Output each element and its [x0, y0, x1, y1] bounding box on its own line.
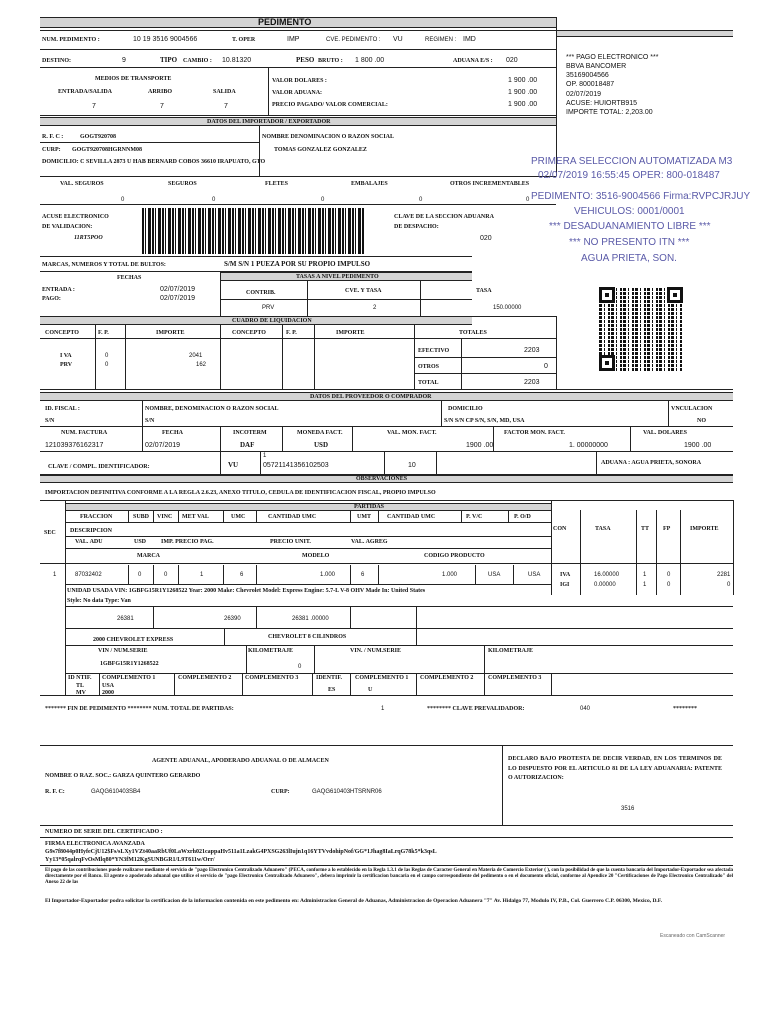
partidas-h-marca: MARCA — [137, 553, 160, 559]
partidas-title: PARTIDAS — [354, 504, 385, 510]
liq-col-totales: TOTALES — [459, 330, 487, 336]
prov-clave-n: 1 — [263, 453, 267, 459]
firma-line-1: G9s7f8044p0HyfeCjU12$Fs/sLXy1VZt40aaRbUf0LaWxrh021cappaHv511a1LzakG4PXSG263lIujn1q16YTVvdohipNof/GG*1Jhag8IaLrqG78k5*k3qsL — [45, 849, 437, 855]
prov-clave-label: CLAVE / COMPL. IDENTIFICADOR: — [48, 464, 150, 470]
proveedor-domicilio-label: DOMICILIO — [448, 406, 483, 412]
partidas-h-vinc: VINC — [157, 514, 173, 520]
destino-value: 9 — [122, 57, 126, 64]
incr-label-otros: OTROS INCREMENTABLES — [450, 181, 530, 187]
page-title: PEDIMENTO — [258, 17, 312, 27]
partida-vin-label: VIN / NUM.SERIE — [98, 648, 148, 654]
partidas-h-fp: FP — [663, 526, 671, 532]
prov-clave-vu: VU — [228, 461, 239, 469]
liq-col-fp-1: F. P. — [98, 330, 109, 336]
tasas-cve-value: 2 — [373, 305, 377, 311]
acuse-label-1: ACUSE ELECTRONICO — [42, 214, 109, 220]
incr-label-seguros: SEGUROS — [168, 181, 197, 187]
partidas-h-tasa: TASA — [595, 526, 611, 532]
partida-identif-val: ES — [328, 687, 336, 693]
partida-cant: 1.000 — [320, 572, 336, 578]
partida-compl1-val-1: USA — [102, 683, 115, 689]
partidas-h-tt: TT — [641, 526, 650, 532]
liq-row-1-importe: 2041 — [189, 353, 203, 359]
incr-label-embalajes: EMBALAJES — [351, 181, 388, 187]
partidas-h-descripcion: DESCRIPCION — [70, 528, 113, 534]
partida-subd: 0 — [138, 572, 142, 578]
partidas-h-met-val: MET VAL — [182, 514, 209, 520]
pago-ref: 35169004566 — [566, 72, 609, 79]
incr-value-2: 0 — [212, 197, 216, 203]
tax-2-tt: 1 — [643, 582, 647, 588]
partida-compl3b-label: COMPLEMENTO 3 — [488, 675, 542, 681]
fin-pedimento-text: ******* FIN DE PEDIMENTO ******** NUM. TOTAL DE PARTIDAS: — [45, 706, 234, 712]
tipo-oper-label: T. OPER — [232, 37, 256, 43]
agente-title: AGENTE ADUANAL, APODERADO ADUANAL O DE ALMACEN — [152, 758, 329, 764]
firma-legal-2: El Importador-Exportador podra solicitar la certificacion de la informacion contenida en este pedimento en: Administracion General de Aduanas, Administracion de Operacion Aduanera "7" Av. Hidalgo 77, Modulo IV, P.B., Col. Guerrero C.P. 06300, Mexico, D.F. — [45, 898, 663, 904]
scanner-watermark: Escaneado con CamScanner — [660, 933, 726, 939]
fin-stars: ******** — [673, 706, 697, 712]
partidas-sec-label: SEC — [44, 530, 56, 536]
liq-efectivo-label: EFECTIVO — [418, 348, 450, 354]
pago-fecha: 02/07/2019 — [566, 91, 602, 98]
partidas-h-con: CON — [553, 526, 567, 532]
fechas-title: FECHAS — [117, 275, 142, 281]
agente-serie-label: NUMERO DE SERIE DEL CERTIFICADO : — [45, 829, 163, 835]
aduana-es-label: ADUANA E/S : — [453, 58, 493, 64]
transporte-col-entrada: ENTRADA/SALIDA — [58, 89, 113, 95]
importador-nombre-value: TOMAS GONZALEZ GONZALEZ — [274, 147, 367, 153]
destino-label: DESTINO: — [42, 58, 72, 64]
prov-fecha-value: 02/07/2019 — [145, 442, 181, 449]
transporte-arribo-value: 7 — [160, 103, 164, 110]
prov-col-factor: FACTOR MON. FACT. — [504, 430, 565, 436]
partida-compl2-label: COMPLEMENTO 2 — [178, 675, 232, 681]
fin-clave-prevalidador-value: 040 — [580, 706, 591, 712]
partidas-h-val-adu: VAL. ADU — [75, 539, 103, 545]
cve-pedimento-value: VU — [393, 36, 403, 43]
fecha-entrada-label: ENTRADA : — [42, 287, 75, 293]
agente-nombre: NOMBRE O RAZ. SOC.: GARZA QUINTERO GERARDO — [45, 773, 201, 779]
partida-met: 1 — [200, 572, 204, 578]
clave-seccion-label-2: DE DESPACHO: — [394, 224, 439, 230]
partidas-h-val-agreg: VAL. AGREG — [351, 539, 388, 545]
tasas-col-contrib: CONTRIB. — [246, 290, 276, 296]
regimen-label: REGIMEN : — [425, 37, 457, 43]
tasas-contrib-value: PRV — [262, 305, 275, 311]
liq-col-fp-2: F. P. — [286, 330, 297, 336]
agente-curp-value: GAQG610403HTSRNR06 — [312, 789, 382, 795]
partidas-h-codigo: CODIGO PRODUCTO — [424, 553, 485, 559]
partidas-h-subd: SUBD — [133, 514, 150, 520]
liq-row-1-fp: 0 — [105, 353, 109, 359]
partida-vin2-label: VIN. / NUM.SERIE — [350, 648, 402, 654]
tipo-oper-value: IMP — [287, 36, 300, 43]
partida-precio-unit: 26381 .00000 — [292, 616, 329, 622]
tax-2-con: IGI — [560, 582, 570, 588]
liq-otros-label: OTROS — [418, 364, 440, 370]
prov-incoterm-value: DAF — [240, 441, 255, 449]
liquidacion-title: CUADRO DE LIQUIDACION — [232, 318, 312, 324]
firma-legal-1: El pago de las contribuciones puede realizarse mediante el servicio de "pago Electronico Centralizado Aduanero" (PECA, conforme a lo establecido en la Regla 1.3.1 de las Reglas de Caracter General en Materia de Comercio Exterior ( ), con la posibilidad de que la cuenta bancaria del Importador-Exportador sea afectada directamente por el Banco. El agente o apoderado aduanal que utilice el servicio de "pago Electronico Centralizado Aduanero", debera imprimir la certificacion bancaria en el campo correspondiente del pedimento o en el documento oficial, conforme al Apendice 20 "Certificaciones de Pago Electronico Centralizado" del Anexo 22 de las — [45, 868, 733, 885]
partidas-h-fraccion: FRACCION — [80, 514, 113, 520]
tasas-col-cve: CVE. Y TASA — [345, 288, 382, 294]
right-band — [556, 30, 733, 37]
partidas-h-importe: IMPORTE — [690, 526, 719, 532]
liq-otros-value: 0 — [544, 363, 548, 370]
liq-row-1-concepto: I VA — [60, 353, 72, 359]
seleccion-line-2: 02/07/2019 16:55:45 OPER: 800-018487 — [538, 170, 720, 181]
proveedor-domicilio-value: S/N S/N CP S/N, S/N, MD, USA — [444, 418, 525, 424]
transporte-salida-value: 7 — [224, 103, 228, 110]
partida-vin-value: 1GBFG15R1Y1268522 — [100, 661, 159, 667]
agente-curp-label: CURP: — [271, 789, 290, 795]
agente-patente: 3516 — [621, 806, 635, 812]
clave-seccion-label-1: CLAVE DE LA SECCION ADUANRA — [394, 214, 494, 220]
importador-rfc-value: GOGT920708 — [80, 134, 117, 140]
cve-pedimento-label: CVE. PEDIMENTO : — [326, 37, 381, 43]
pago-importe: IMPORTE TOTAL: 2,203.00 — [566, 109, 653, 116]
aduana-es-value: 020 — [506, 57, 518, 64]
num-pedimento-value: 10 19 3516 9004566 — [133, 36, 198, 43]
agente-rfc-value: GAQG610403SB4 — [91, 789, 141, 795]
incr-value-4: 0 — [419, 197, 423, 203]
partida-compl1b-val: U — [368, 687, 373, 693]
partida-pvc: USA — [488, 572, 501, 578]
tipo-cambio-label: TIPO — [160, 56, 178, 64]
marcas-label: MARCAS, NUMEROS Y TOTAL DE BULTOS: — [42, 262, 166, 268]
proveedor-vinculacion-label: VNCULACION — [671, 406, 713, 412]
partida-umt: 6 — [361, 572, 365, 578]
pago-bank: BBVA BANCOMER — [566, 63, 627, 70]
partida-style: Style: No data Type: Van — [67, 598, 131, 604]
liq-col-concepto-1: CONCEPTO — [45, 330, 79, 336]
partidas-band — [65, 503, 551, 511]
tax-1-tasa: 16.00000 — [594, 572, 620, 578]
valor-dolares-value: 1 900 .00 — [508, 77, 538, 84]
partida-id-ntif-val-1: TL — [76, 683, 85, 689]
fin-total-partidas: 1 — [381, 706, 385, 712]
acuse-label-2: DE VALIDACION: — [42, 224, 93, 230]
partida-umc: 6 — [240, 572, 244, 578]
importador-curp-value: GOGT920708HGRNNM08 — [72, 147, 142, 153]
transporte-entrada-value: 7 — [92, 103, 96, 110]
liq-total-label: TOTAL — [418, 380, 439, 386]
clave-seccion-value: 020 — [480, 235, 492, 242]
precio-pagado-value: 1 900 .00 — [508, 101, 538, 108]
partida-compl1b-label: COMPLEMENTO 1 — [355, 675, 409, 681]
liq-row-2-concepto: PRV — [60, 362, 73, 368]
partidas-h-umt: UMT — [357, 514, 371, 520]
pago-op: OP. 800018487 — [566, 81, 615, 88]
partidas-h-pod: P. O/D — [514, 514, 531, 520]
partidas-h-cantidad-umt: CANTIDAD UMC — [387, 514, 436, 520]
num-pedimento-label: NUM. PEDIMENTO : — [42, 37, 100, 43]
incr-value-5: 0 — [526, 197, 530, 203]
tipo-cambio-value: 10.81320 — [222, 57, 252, 64]
partidas-h-precio-unit: PRECIO UNIT. — [270, 539, 311, 545]
fin-clave-prevalidador-label: ******** CLAVE PREVALIDADOR: — [427, 706, 525, 712]
prov-col-fecha: FECHA — [162, 430, 183, 436]
seleccion-line-5: *** DESADUANAMIENTO LIBRE *** — [549, 221, 711, 232]
partida-fraccion: 87032402 — [75, 572, 102, 578]
seleccion-line-6: *** NO PRESENTO ITN *** — [569, 237, 690, 248]
liq-row-2-fp: 0 — [105, 362, 109, 368]
prov-val-mon-value: 1900 .00 — [466, 442, 494, 449]
prov-val-dolares-value: 1900 .00 — [684, 442, 712, 449]
incr-value-3: 0 — [321, 197, 325, 203]
partida-imp-precio: 26390 — [224, 616, 241, 622]
tasas-tasa-value: 150.00000 — [493, 305, 522, 311]
regimen-value: IMD — [463, 36, 476, 43]
partida-identif-label: IDENTIF. — [316, 675, 342, 681]
proveedor-nombre-value: S/N — [145, 418, 155, 424]
fecha-pago-label: PAGO: — [42, 296, 61, 302]
prov-clave-num: 05721141356102503 — [263, 462, 329, 469]
valor-dolares-label: VALOR DOLARES : — [272, 78, 327, 84]
tasas-col-tasa: TASA — [476, 288, 492, 294]
liq-efectivo-value: 2203 — [524, 347, 540, 354]
tax-1-importe: 2281 — [717, 572, 731, 578]
partida-marca: 2000 CHEVROLET EXPRESS — [93, 637, 174, 643]
tax-1-fp: 0 — [667, 572, 671, 578]
partida-descripcion: UNIDAD USADA VIN: 1GBFG15R1Y1268522 Year: 2000 Make: Chevrolet Model: Express Engine: 5.7-L V-8 OHV Made In: United States — [67, 588, 426, 594]
transporte-col-salida: SALIDA — [213, 89, 236, 95]
partidas-h-modelo: MODELO — [302, 553, 330, 559]
pago-acuse: ACUSE: HUIORTB915 — [566, 100, 638, 107]
valor-aduana-label: VALOR ADUANA: — [272, 90, 323, 96]
agente-rfc-label: R. F. C: — [45, 789, 65, 795]
partida-km-label: KILOMETRAJE — [248, 648, 294, 654]
proveedor-id-label: ID. FISCAL : — [45, 406, 80, 412]
liq-total-value: 2203 — [524, 379, 540, 386]
firma-label: FIRMA ELECTRONICA AVANZADA — [45, 841, 145, 847]
transporte-title: MEDIOS DE TRANSPORTE — [95, 76, 172, 82]
tax-1-con: IVA — [560, 572, 571, 578]
seleccion-line-7: AGUA PRIETA, SON. — [581, 253, 677, 264]
importador-rfc-label: R. F. C : — [42, 134, 64, 140]
partidas-h-usd: USD — [134, 539, 147, 545]
prov-aduana-label: ADUANA : AGUA PRIETA, SONORA — [601, 460, 702, 466]
partida-compl3-label: COMPLEMENTO 3 — [245, 675, 299, 681]
seleccion-line-4: VEHICULOS: 0001/0001 — [574, 206, 685, 217]
incr-label-fletes: FLETES — [265, 181, 289, 187]
tax-1-tt: 1 — [643, 572, 647, 578]
prov-col-moneda: MONEDA FACT. — [297, 430, 343, 436]
partida-compl1-label: COMPLEMENTO 1 — [102, 675, 156, 681]
liq-row-2-importe: 162 — [196, 362, 207, 368]
marcas-value: S/M S/N 1 PUEZA POR SU PROPIO IMPULSO — [224, 260, 371, 268]
transporte-col-arribo: ARRIBO — [148, 89, 173, 95]
acuse-value: 11RT5POO — [74, 235, 103, 241]
proveedor-id-value: S/N — [45, 418, 55, 424]
prov-col-incoterm: INCOTERM — [233, 430, 267, 436]
prov-num-factura-value: 121039376162317 — [45, 442, 104, 449]
fecha-entrada-value: 02/07/2019 — [160, 286, 196, 293]
importador-nombre-label: NOMBRE DENOMINACION O RAZON SOCIAL — [262, 134, 395, 140]
prov-col-val-dolares: VAL. DOLARES — [643, 430, 687, 436]
peso-value: 1 800 .00 — [355, 57, 385, 64]
tasas-title: TASAS A NIVEL PEDIMENTO — [296, 274, 379, 280]
observaciones-title: OBSERVACIONES — [356, 476, 408, 482]
partida-compl2b-label: COMPLEMENTO 2 — [420, 675, 474, 681]
peso-label: PESO — [296, 56, 315, 64]
tax-2-fp: 0 — [667, 582, 671, 588]
observaciones-text: IMPORTACION DEFINITIVA CONFORME A LA REGLA 2.6.23, ANEXO TITULO, CEDULA DE IDENTIFICACION FISCAL, PROPIO IMPULSO — [45, 490, 436, 496]
incr-label-seguros-val: VAL. SEGUROS — [60, 181, 104, 187]
seleccion-line-3: PEDIMENTO: 3516-9004566 Firma:RVPCJRJUY — [531, 191, 751, 202]
partidas-h-pvc: P. V/C — [466, 514, 483, 520]
firma-line-2: Yy13*05qalrqFvOsMlq80*YN3fM12KgSUNBGR1/L9T611w/Orr/ — [45, 857, 215, 863]
pago-title: *** PAGO ELECTRONICO *** — [566, 54, 659, 61]
proveedor-nombre-label: NOMBRE, DENOMINACION O RAZON SOCIAL — [145, 406, 279, 412]
precio-pagado-label: PRECIO PAGADO/ VALOR COMERCIAL: — [272, 102, 388, 108]
liq-col-importe-1: IMPORTE — [156, 330, 185, 336]
partidas-h-umc: UMC — [231, 514, 246, 520]
partida-id-ntif-label: ID NTIF. — [68, 675, 92, 681]
partida-vinc: 0 — [164, 572, 168, 578]
importador-domicilio: DOMICILIO: C SEVILLA 2873 U HAB BERNARD COBOS 36610 IRAPUATO, GTO — [42, 159, 266, 165]
proveedor-title: DATOS DEL PROVEEDOR O COMPRADOR — [310, 394, 432, 400]
prov-moneda-value: USD — [314, 441, 329, 449]
partida-km2-label: KILOMETRAJE — [488, 648, 534, 654]
partidas-h-imp-precio: IMP. PRECIO PAG. — [161, 539, 214, 545]
partida-id-ntif-val-2: MV — [76, 690, 86, 696]
peso-sub: BRUTO : — [318, 58, 343, 64]
partida-modelo: CHEVROLET 8 CILINDROS — [268, 634, 347, 640]
prov-col-num-factura: NUM. FACTURA — [61, 430, 108, 436]
incr-value-1: 0 — [121, 197, 125, 203]
tax-2-importe: 0 — [727, 582, 731, 588]
prov-clave-10: 10 — [408, 462, 416, 469]
partida-pod: USA — [528, 572, 541, 578]
acuse-barcode-image — [142, 208, 364, 254]
tipo-cambio-sub: CAMBIO : — [183, 58, 212, 64]
liq-col-concepto-2: CONCEPTO — [232, 330, 266, 336]
seleccion-line-1: PRIMERA SELECCION AUTOMATIZADA M3 — [531, 156, 733, 167]
partida-cant2: 1.000 — [442, 572, 458, 578]
partidas-h-cantidad-umc: CANTIDAD UMC — [268, 514, 317, 520]
tax-2-tasa: 0.00000 — [594, 582, 616, 588]
importador-curp-label: CURP: — [42, 147, 61, 153]
prov-factor-value: 1. 00000000 — [569, 442, 608, 449]
prov-col-val-mon: VAL. MON. FACT. — [387, 430, 437, 436]
partida-compl1-val-2: 2000 — [102, 690, 114, 696]
partida-sec: 1 — [53, 572, 57, 578]
liq-col-importe-2: IMPORTE — [336, 330, 365, 336]
valor-aduana-value: 1 900 .00 — [508, 89, 538, 96]
agente-declaro: DECLARO BAJO PROTESTA DE DECIR VERDAD, EN LOS TERMINOS DE LO DISPUESTO POR EL ARTICULO 81 DE LA LEY ADUANARIA: PATENTE O AUTORIZACION: — [508, 756, 722, 781]
fecha-pago-value: 02/07/2019 — [160, 295, 196, 302]
partida-val-adu: 26381 — [117, 616, 134, 622]
partida-km-value: 0 — [298, 664, 302, 670]
proveedor-vinculacion-value: NO — [697, 418, 706, 424]
importador-title: DATOS DEL IMPORTADOR / EXPORTADOR — [207, 119, 331, 125]
